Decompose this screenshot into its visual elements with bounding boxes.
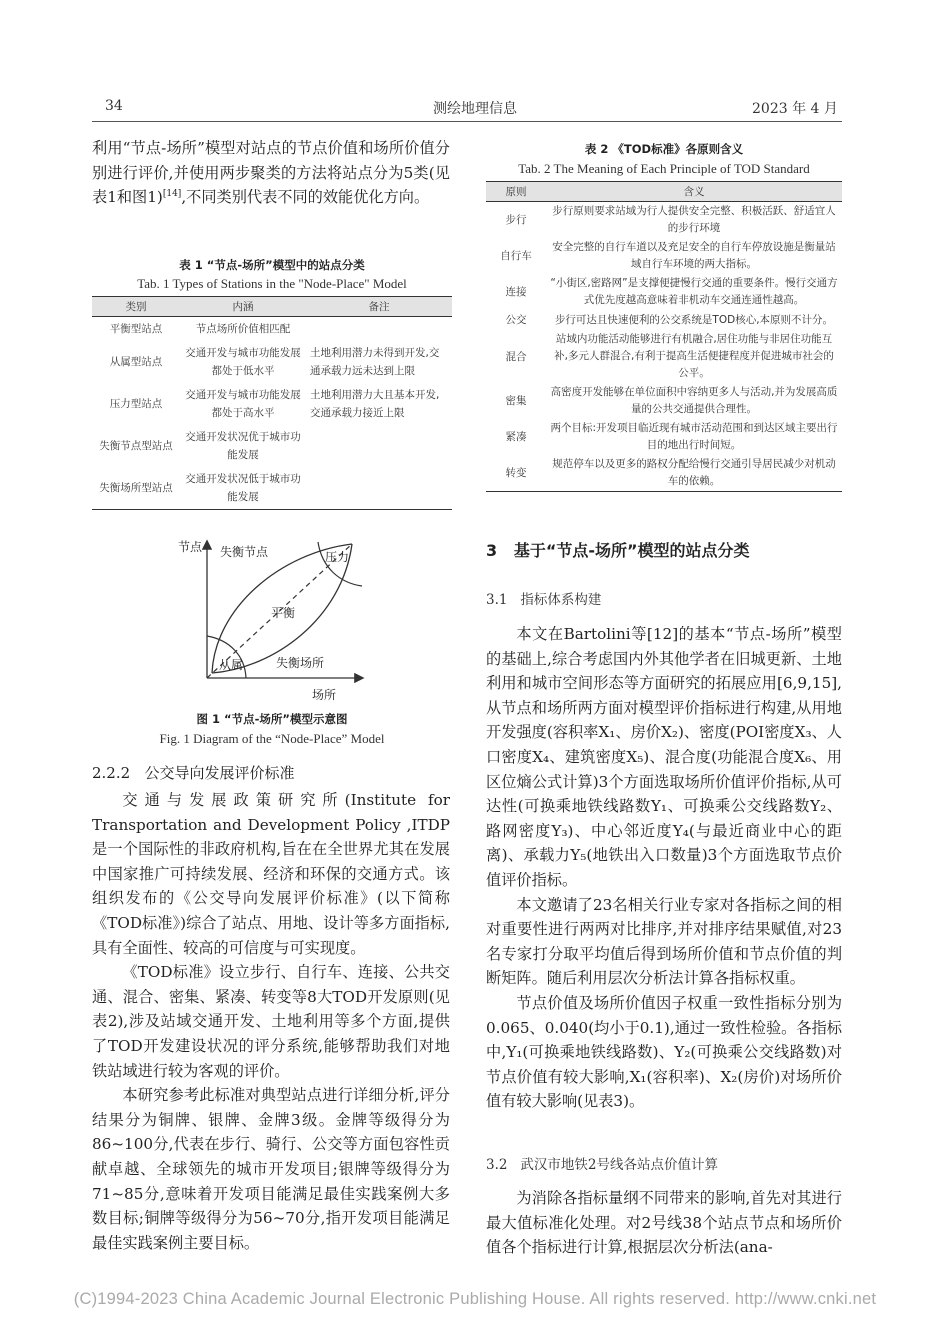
table-cell: 规范停车以及更多的路权分配给慢行交通引导居民减少对机动车的依赖。 bbox=[552, 458, 836, 487]
table-cell: 站域内功能活动能够进行有机融合,居住功能与非居住功能互补,多元人群混合,有利于提高生活便捷程度并促进城市社会的公平。 bbox=[554, 333, 834, 379]
paragraph: 为消除各指标量纲不同带来的影响,首先对其进行最大值标准化处理。对2号线38个站点节点和场所价值各个指标进行计算,根据层次分析法(ana- bbox=[486, 1189, 842, 1257]
table2-header: 含义 bbox=[546, 182, 842, 202]
citation: [14] bbox=[162, 189, 182, 200]
table-row bbox=[486, 383, 842, 419]
table-cell bbox=[306, 467, 452, 510]
table-cell bbox=[306, 425, 452, 467]
y-axis-label: 节点 bbox=[178, 540, 203, 554]
subsection-heading bbox=[486, 1153, 718, 1173]
journal-name: 测绘地理信息 bbox=[433, 101, 517, 117]
table1-header: 类别 bbox=[92, 297, 180, 317]
table-cell: 土地利用潜力未得到开发,交通承载力远未达到上限 bbox=[310, 347, 440, 377]
table-cell: 平衡型站点 bbox=[109, 323, 163, 335]
table-cell: 两个目标:开发项目临近现有城市活动范围和到达区域主要出行目的地出行时间短。 bbox=[550, 422, 838, 451]
table-cell: 压力型站点 bbox=[109, 398, 163, 410]
table1 bbox=[92, 296, 452, 510]
table-cell: 失衡场所型站点 bbox=[99, 482, 173, 494]
region-label: 平衡 bbox=[271, 606, 296, 620]
figure1-caption-cn: 图 1 “节点-场所”模型示意图 bbox=[196, 712, 348, 726]
region-label: 失衡节点 bbox=[220, 545, 269, 559]
table-cell: 节点场所价值相匹配 bbox=[195, 323, 291, 335]
copyright-footer: (C)1994-2023 China Academic Journal Electronic Publishing House. All rights reserved. http://www.cnki.net bbox=[73, 1290, 877, 1308]
table-cell: 安全完整的自行车道以及充足安全的自行车停放设施是衡量站域自行车环境的两大指标。 bbox=[552, 241, 836, 270]
table1-header: 内涵 bbox=[180, 297, 306, 317]
subsection-number: 3.1 bbox=[486, 592, 508, 608]
table1-caption-en: Tab. 1 Types of Stations in the "Node-Place" Model bbox=[137, 276, 407, 291]
table-cell bbox=[306, 317, 452, 342]
table-cell: 交通开发与城市功能发展都处于高水平 bbox=[185, 389, 301, 419]
table2-caption-cn: 表 2 《TOD标准》各原则含义 bbox=[584, 142, 744, 156]
table-cell: 步行原则要求站域为行人提供安全完整、积极活跃、舒适宜人的步行环境 bbox=[552, 205, 836, 234]
section-title: 基于“节点-场所”模型的站点分类 bbox=[513, 541, 750, 560]
subsection-number: 3.2 bbox=[486, 1157, 508, 1173]
intro-text-end: ,不同类别代表不同的效能优化方向。 bbox=[181, 188, 430, 207]
subsection-title: 武汉市地铁2号线各站点价值计算 bbox=[520, 1157, 718, 1173]
table1-caption-cn: 表 1 “节点-场所”模型中的站点分类 bbox=[179, 258, 365, 272]
table-row bbox=[486, 455, 842, 492]
table-row bbox=[92, 317, 452, 342]
table-cell: 从属型站点 bbox=[109, 356, 163, 368]
paragraph: 本文邀请了23名相关行业专家对各指标之间的相对重要性进行两两对比排序,并对排序结果赋值,对23名专家打分取平均值后得到场所价值和节点价值的判断矩阵。随后利用层次分析法计算各指标权重。 bbox=[486, 895, 842, 988]
paragraph: 本研究参考此标准对典型站点进行详细分析,评分结果分为铜牌、银牌、金牌3级。金牌等级得分为86~100分,代表在步行、骑行、公交等方面包容性贡献卓越、全球领先的城市开发项目;银牌等级得分为71~85分,意味着开发项目能满足最佳实践案例大多数目标;铜牌等级得分为56~70分,指开发项目能满足最佳实践案例主要目标。 bbox=[92, 1086, 450, 1252]
section-heading bbox=[92, 762, 295, 783]
paragraph: 本文在Bartolini等[12]的基本“节点-场所”模型的基础上,综合考虑国内外其他学者在旧城更新、土地利用和城市空间形态等方面研究的拓展应用[6,9,15],从节点和场所两方面对模型评价指标进行构建,从用地开发强度(容积率X₁、房价X₂)、密度(POI密度X₃、人口密度X₄、建筑密度X₅)、混合度(功能混合度X₆、用区位熵公式计算)3个方面选取场所价值评价指标,从可达性(可换乘地铁线路数Y₁、可换乘公交线路数Y₂、路网密度Y₃)、中心邻近度Y₄(与最近商业中心的距离)、承载力Y₅(地铁出入口数量)3个方面选取节点价值评价指标。 bbox=[486, 625, 842, 889]
region-label: 从属 bbox=[219, 658, 244, 672]
table-cell: 交通开发与城市功能发展都处于低水平 bbox=[185, 347, 301, 377]
paragraph: 节点价值及场所价值因子权重一致性指标分别为0.065、0.040(均小于0.1),通过一致性检验。各指标中,Y₁(可换乘地铁线路数)、Y₂(可换乘公交线路数)对节点价值有较大影响,X₁(容积率)、X₂(房价)对场所价值有较大影响(见表3)。 bbox=[486, 993, 842, 1111]
subsection-title: 指标体系构建 bbox=[520, 592, 602, 608]
x-axis-label: 场所 bbox=[312, 688, 337, 702]
section3-heading bbox=[486, 538, 750, 561]
table-cell: 土地利用潜力大且基本开发,交通承载力接近上限 bbox=[310, 389, 440, 419]
table-row bbox=[486, 238, 842, 274]
table-cell: “小街区,密路网”是支撑便捷慢行交通的重要条件。慢行交通方式优先度越高意味着非机动车交通连通性越高。 bbox=[550, 277, 838, 306]
table-row bbox=[92, 383, 452, 425]
table2-caption-en: Tab. 2 The Meaning of Each Principle of TOD Standard bbox=[518, 161, 810, 176]
table-cell: 混合 bbox=[505, 350, 527, 363]
table-cell: 公交 bbox=[505, 314, 527, 326]
right-body bbox=[486, 622, 842, 1114]
section-title: 公交导向发展评价标准 bbox=[144, 764, 295, 782]
paragraph: 《TOD标准》设立步行、自行车、连接、公共交通、混合、密集、紧凑、转变等8大TOD开发原则(见表2),涉及站域交通开发、土地利用等多个方面,提供了TOD开发建设状况的评分系统,能够帮助我们对地铁站域进行较为客观的评价。 bbox=[92, 963, 450, 1080]
section-number: 2.2.2 bbox=[92, 764, 131, 782]
table-row bbox=[486, 419, 842, 455]
figure1-caption-en: Fig. 1 Diagram of the “Node-Place” Model bbox=[159, 731, 385, 746]
table-cell: 密集 bbox=[505, 395, 527, 407]
table-row bbox=[486, 310, 842, 330]
table-row bbox=[92, 341, 452, 383]
table2-header: 原则 bbox=[486, 182, 546, 202]
table-row bbox=[92, 467, 452, 510]
subsection-heading bbox=[486, 588, 601, 608]
table-cell: 转变 bbox=[505, 467, 527, 479]
table-cell: 交通开发状况优于城市功能发展 bbox=[185, 431, 301, 461]
table-cell: 高密度开发能够在单位面积中容纳更多人与活动,并为发展高质量的公共交通提供合理性。 bbox=[550, 386, 838, 415]
page-number: 34 bbox=[105, 98, 123, 114]
table-row bbox=[92, 425, 452, 467]
table-cell: 交通开发状况低于城市功能发展 bbox=[185, 473, 301, 503]
table-cell: 失衡节点型站点 bbox=[99, 440, 173, 452]
table-cell: 步行可达且快速便利的公交系统是TOD核心,本原则不计分。 bbox=[554, 313, 834, 326]
left-body bbox=[92, 788, 450, 1255]
table-row bbox=[486, 202, 842, 239]
table2 bbox=[486, 181, 842, 492]
table-cell: 紧凑 bbox=[505, 431, 527, 443]
table-cell: 连接 bbox=[505, 286, 527, 298]
region-label: 压力 bbox=[325, 550, 350, 564]
table-row bbox=[486, 330, 842, 383]
table-cell: 自行车 bbox=[500, 250, 532, 262]
paragraph: 交通与发展政策研究所(Institute for Transportation and Development Policy ,ITDP是一个国际性的非政府机构,旨在在全世界尤其在发展中国家推广可持续发展、经济和环保的交通方式。该组织发布的《公交导向发展评价标准》(以下简称《TOD标准》)综合了站点、用地、设计等多方面指标,具有全面性、较高的可信度与可实现度。 bbox=[92, 791, 450, 957]
table-cell: 步行 bbox=[505, 214, 527, 226]
left-intro bbox=[92, 136, 450, 210]
region-label: 失衡场所 bbox=[276, 656, 325, 670]
table1-header: 备注 bbox=[306, 297, 452, 317]
issue-date: 2023 年 4 月 bbox=[752, 101, 838, 117]
table-row bbox=[486, 274, 842, 310]
right-body-2 bbox=[486, 1186, 842, 1260]
intro-text: 利用“节点-场所”模型对站点的节点价值和场所价值分别进行评价,并使用两步聚类的方法将站点分为5类(见表1和图1) bbox=[92, 139, 450, 207]
header-rule bbox=[92, 121, 842, 122]
section-number: 3 bbox=[486, 541, 498, 560]
